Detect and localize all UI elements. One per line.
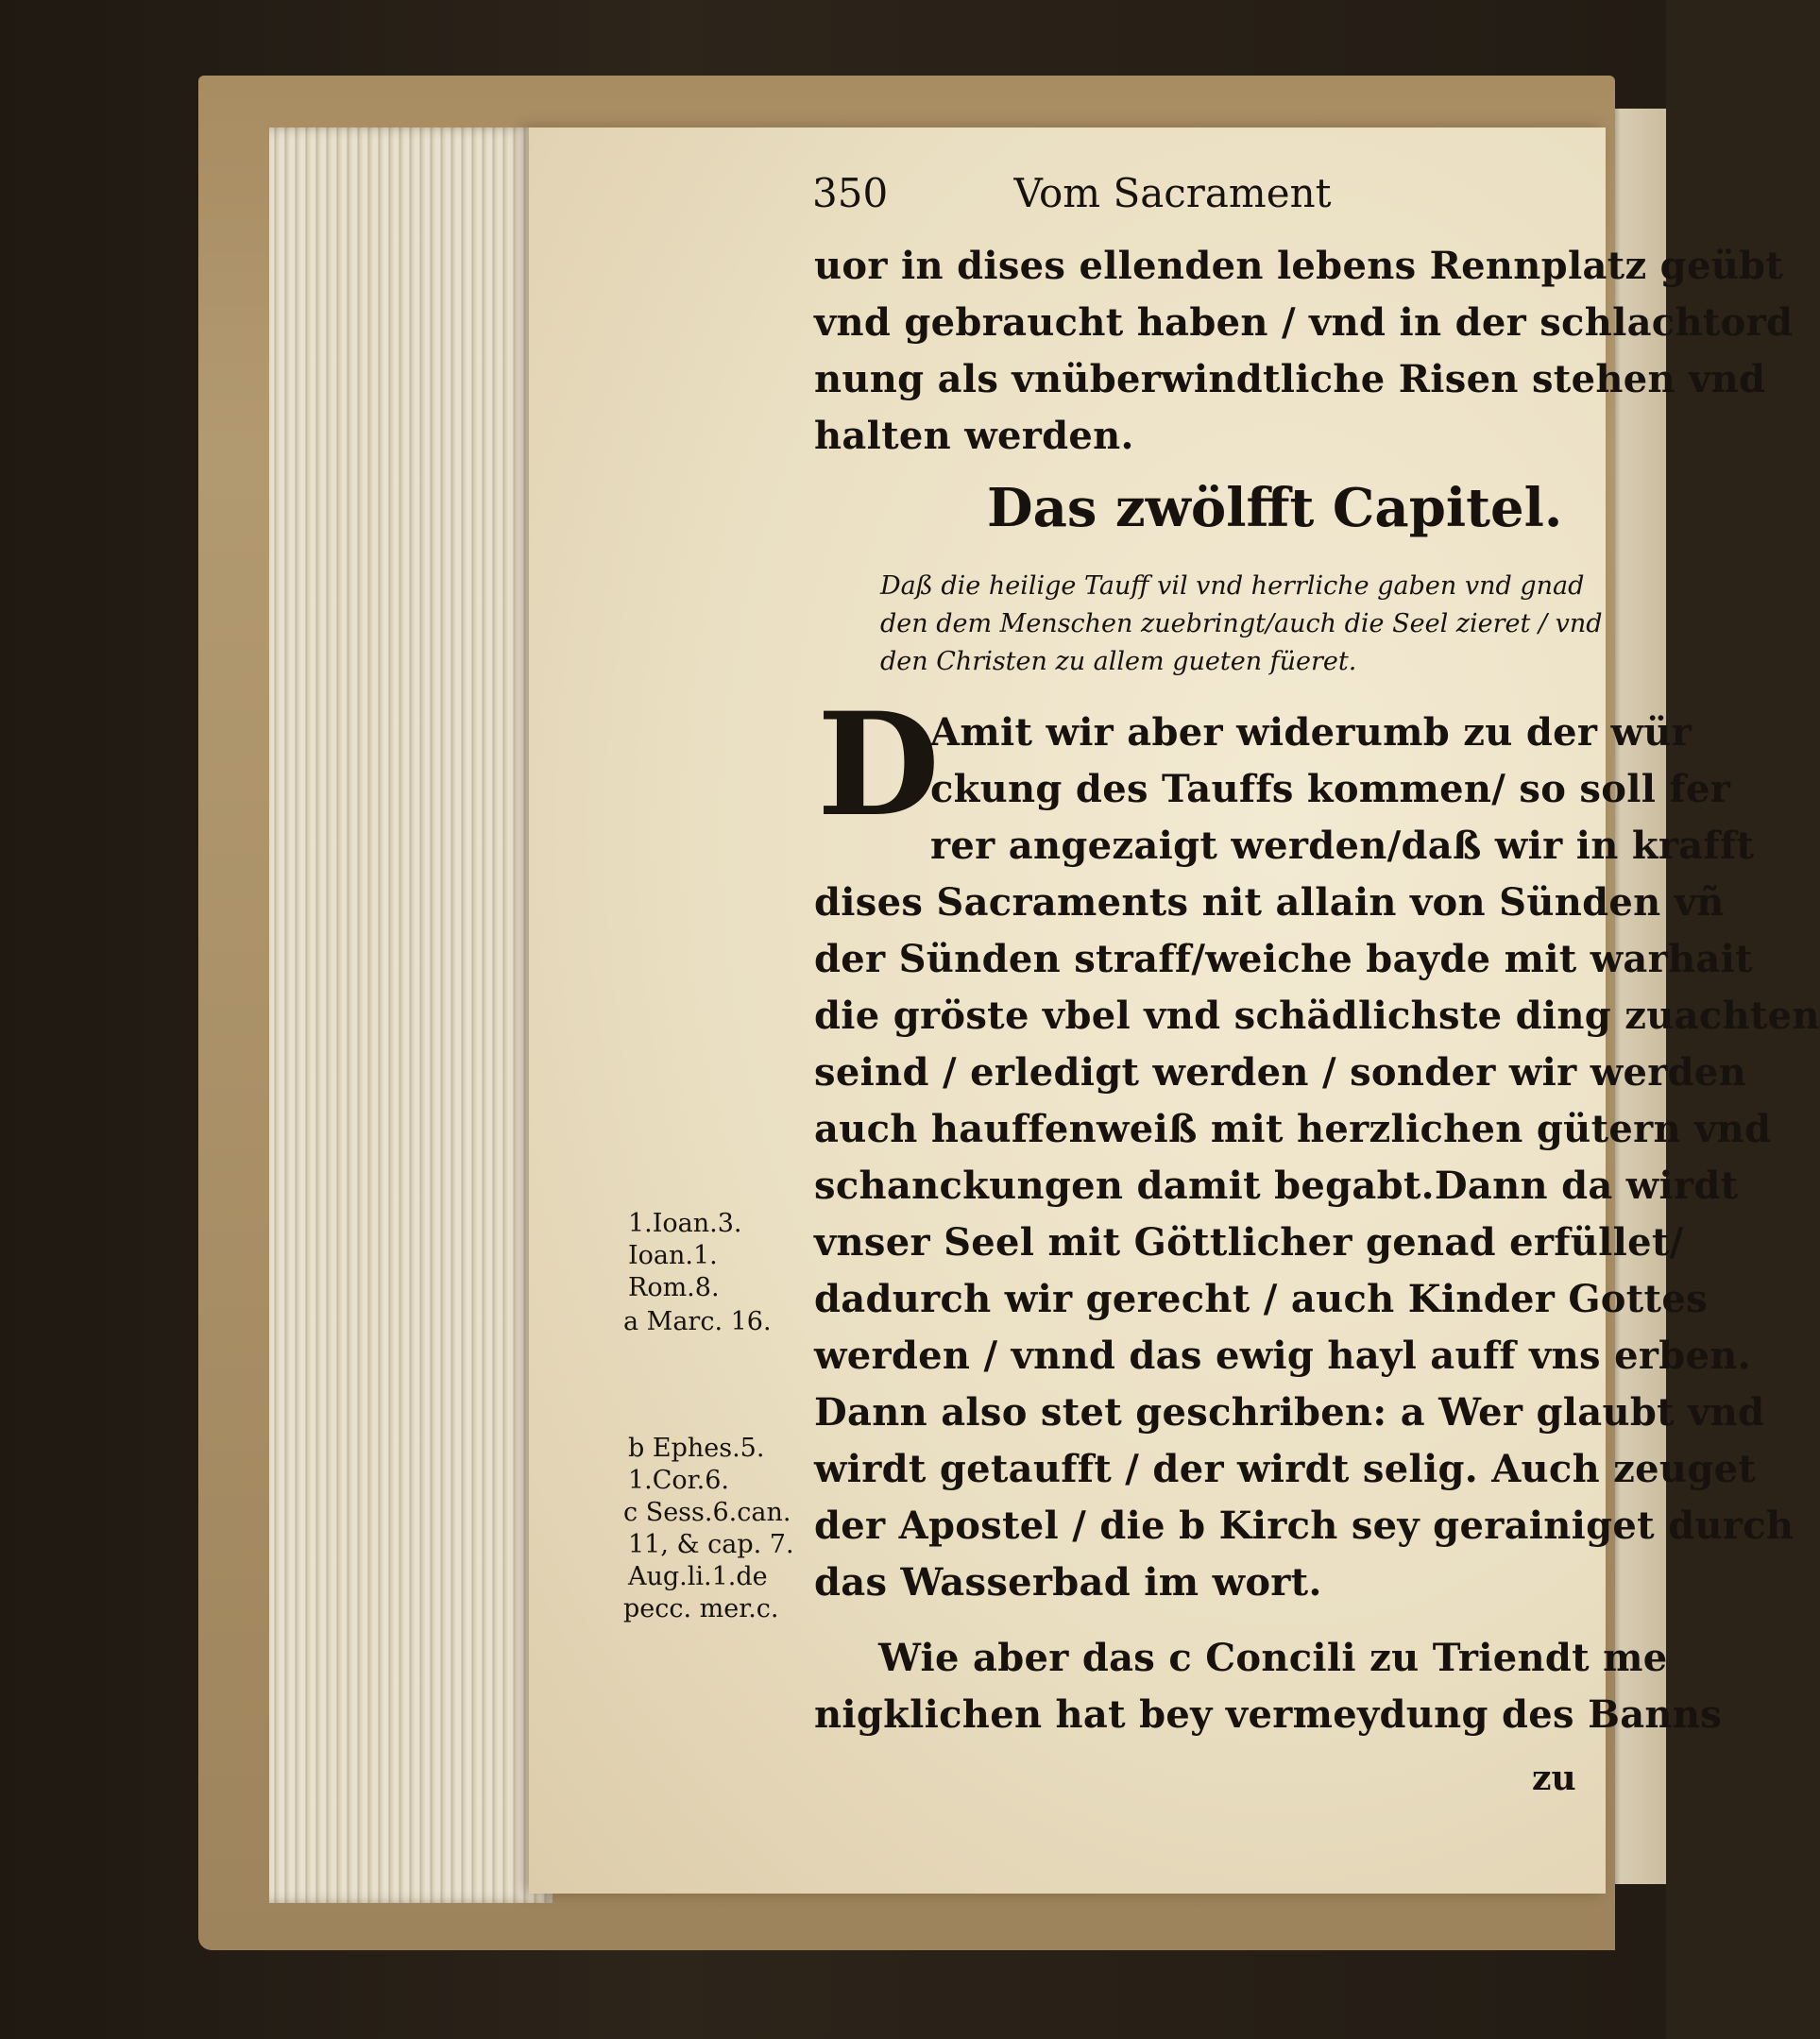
body-line: seind / erledigt werden / sonder wir werden [814, 1050, 1746, 1095]
margin-note: 11, & cap. 7. [628, 1530, 794, 1559]
margin-note: c Sess.6.can. [623, 1498, 791, 1527]
page-number: 350 [812, 170, 889, 216]
body-line: Wie aber das c Concili zu Triendt me [878, 1636, 1668, 1680]
body-line: Dann also stet geschriben: a Wer glaubt vnd [814, 1390, 1765, 1435]
body-line: werden / vnnd das ewig hayl auff vns erben. [814, 1334, 1751, 1378]
top-line: vnd gebraucht haben / vnd in der schlachtord [814, 300, 1794, 345]
margin-note: Ioan.1. [628, 1241, 718, 1270]
summary-line: Daß die heilige Tauff vil vnd herrliche gaben vnd gnad [880, 571, 1585, 601]
body-line: der Sünden straff/weiche bayde mit warhait [814, 937, 1753, 981]
body-line: der Apostel / die b Kirch sey gerainiget durch [814, 1504, 1794, 1548]
body-line: ckung des Tauffs kommen/ so soll fer [930, 767, 1731, 811]
page-stack-edge [269, 127, 553, 1903]
catchword: zu [1532, 1759, 1576, 1798]
summary-line: den Christen zu allem gueten füeret. [880, 647, 1357, 676]
body-line: die gröste vbel vnd schädlichste ding zuachten [814, 994, 1820, 1038]
chapter-title: Das zwölfft Capitel. [987, 477, 1563, 539]
top-line: halten werden. [814, 414, 1134, 458]
margin-note: Rom.8. [628, 1273, 720, 1302]
body-line: vnser Seel mit Göttlicher genad erfüllet/ [814, 1220, 1684, 1265]
body-line: auch hauffenweiß mit herzlichen gütern vnd [814, 1107, 1772, 1151]
margin-note: 1.Ioan.3. [628, 1209, 742, 1238]
running-title: Vom Sacrament [1013, 170, 1332, 216]
body-line: nigklichen hat bey vermeydung des Banns [814, 1692, 1723, 1737]
margin-note: b Ephes.5. [628, 1434, 765, 1463]
margin-note: a Marc. 16. [623, 1307, 772, 1336]
body-line: dises Sacraments nit allain von Sünden vñ [814, 880, 1725, 925]
drop-cap: D [817, 682, 941, 848]
body-line: schanckungen damit begabt.Dann da wirdt [814, 1164, 1739, 1208]
top-line: nung als vnüberwindtliche Risen stehen vnd [814, 357, 1766, 401]
body-line: dadurch wir gerecht / auch Kinder Gottes [814, 1277, 1708, 1321]
body-line: das Wasserbad im wort. [814, 1560, 1322, 1605]
top-line: uor in dises ellenden lebens Rennplatz geübt [814, 244, 1784, 288]
body-line: Amit wir aber widerumb zu der wür [930, 710, 1692, 755]
margin-note: Aug.li.1.de [628, 1562, 768, 1591]
body-line: wirdt getaufft / der wirdt selig. Auch zeuget [814, 1447, 1757, 1491]
body-line: rer angezaigt werden/daß wir in krafft [930, 824, 1755, 868]
summary-line: den dem Menschen zuebringt/auch die Seel zieret / vnd [880, 609, 1603, 638]
running-head [812, 170, 1332, 216]
margin-note: pecc. mer.c. [623, 1594, 779, 1623]
margin-note: 1.Cor.6. [628, 1466, 729, 1495]
